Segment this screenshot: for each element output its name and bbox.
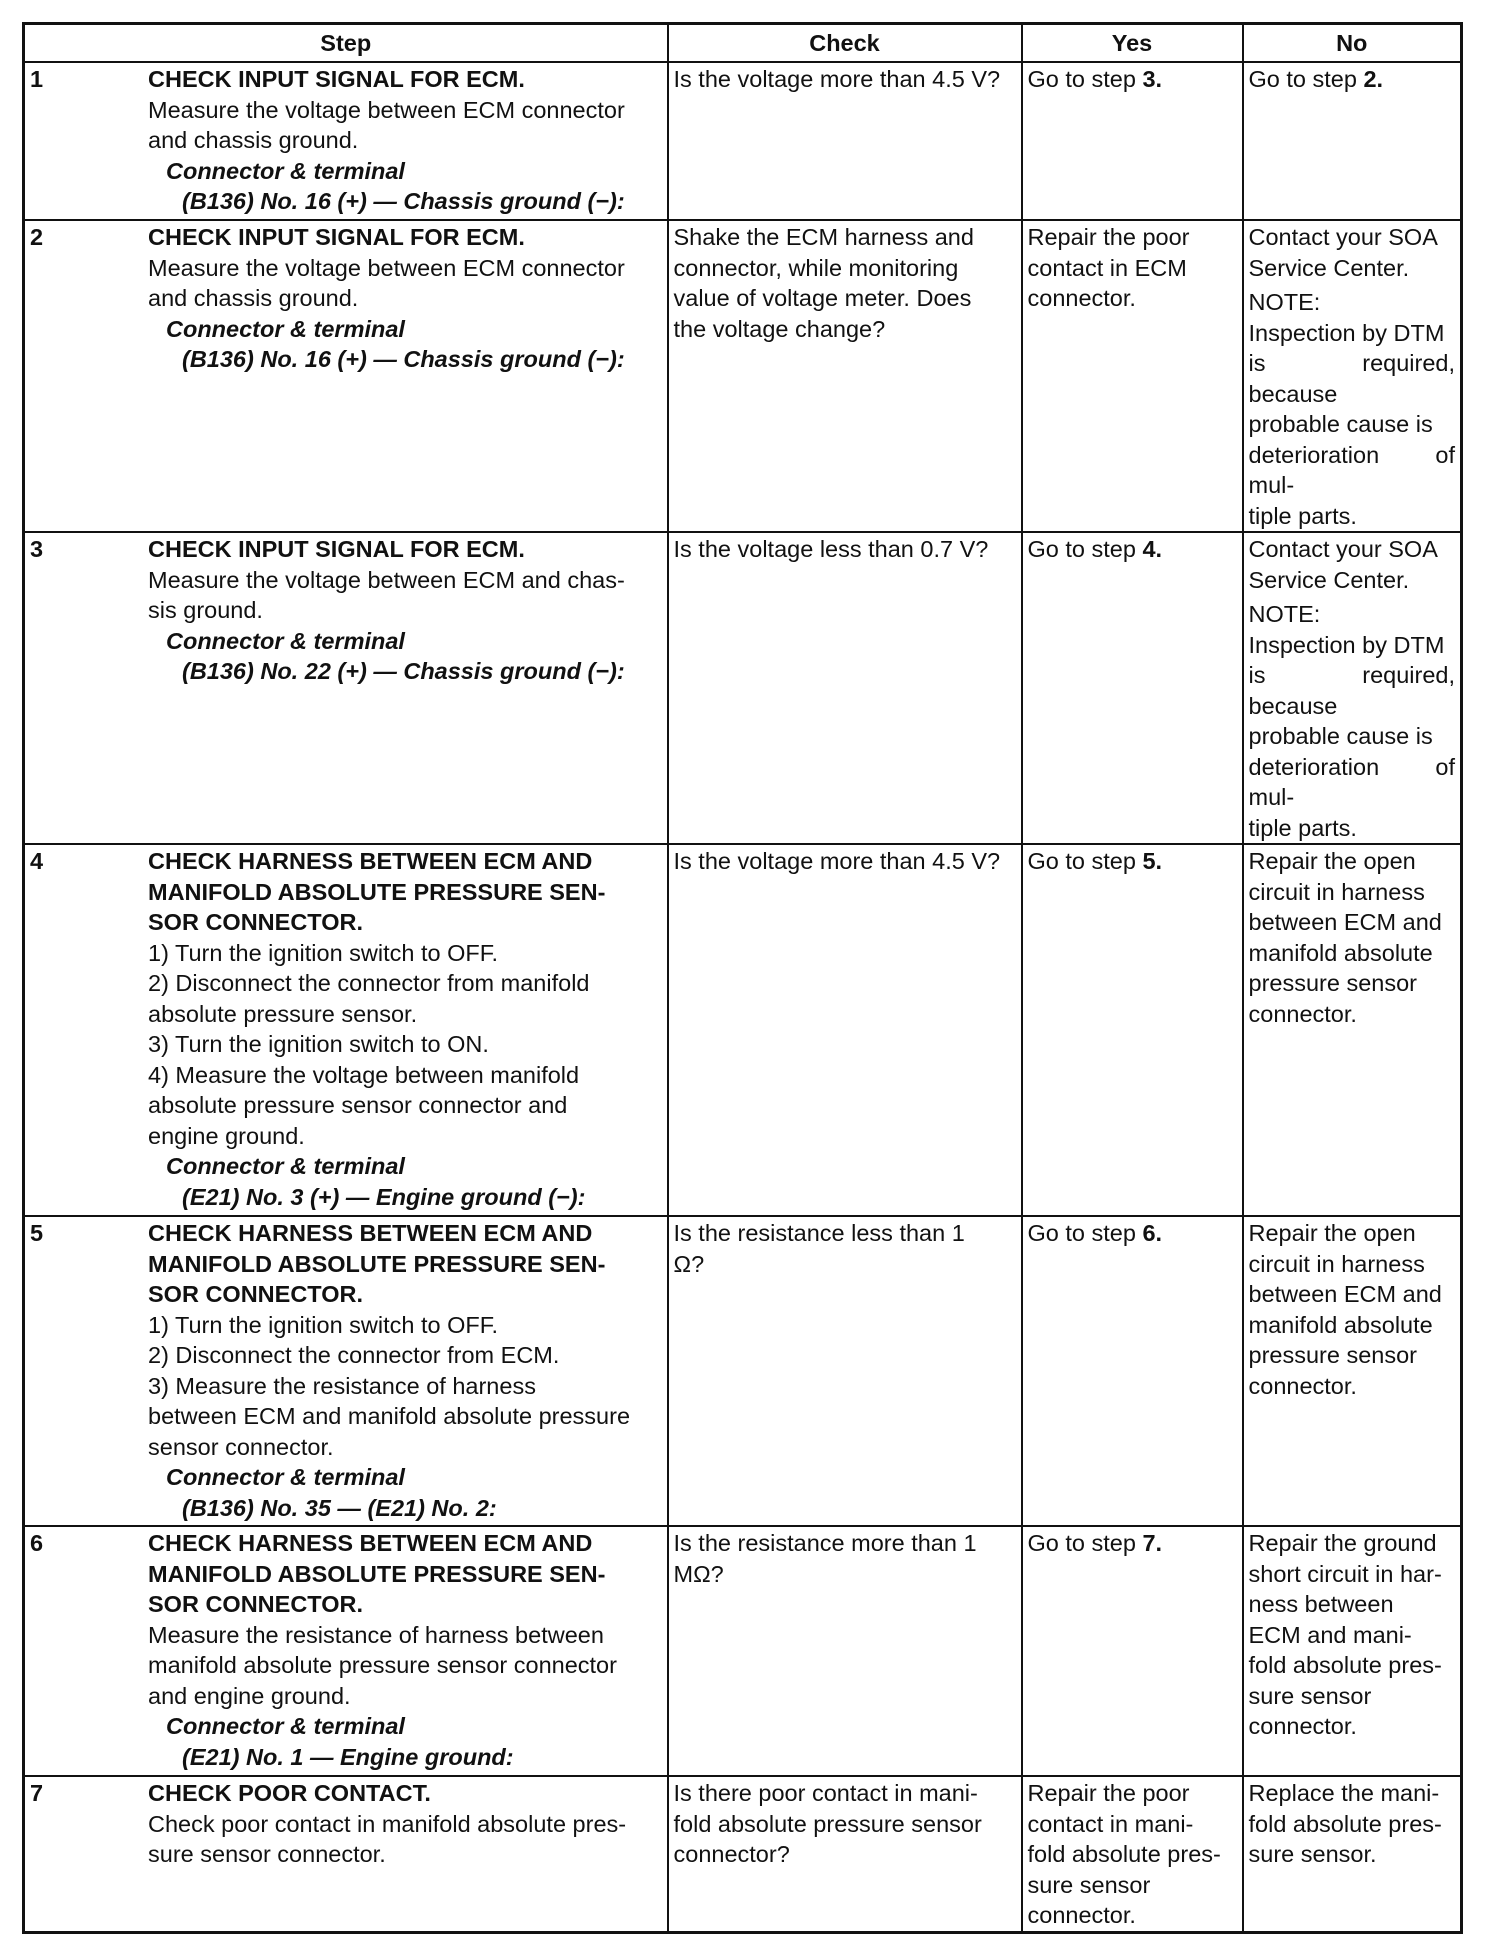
step-text: Measure the resistance of harness between	[148, 1621, 604, 1648]
step-number: 7	[30, 1780, 44, 1806]
check-text: Is the resistance more than 1	[673, 1530, 977, 1556]
note-text: tiple parts.	[1248, 814, 1357, 841]
step-title: MANIFOLD ABSOLUTE PRESSURE SEN-	[148, 1560, 606, 1587]
yes-text: contact in ECM	[1027, 254, 1187, 281]
note-label: NOTE:	[1248, 601, 1321, 627]
terminal-spec: (B136) No. 16 (+) — Chassis ground (−):	[182, 188, 625, 214]
no-text: Contact your SOA	[1248, 536, 1438, 562]
header-check: Check	[668, 24, 1022, 63]
step-title: MANIFOLD ABSOLUTE PRESSURE SEN-	[148, 1250, 606, 1277]
yes-step-number: 7.	[1142, 1530, 1163, 1556]
step-text: engine ground.	[148, 1122, 305, 1149]
connector-label: Connector & terminal	[166, 1464, 405, 1490]
step-title: SOR CONNECTOR.	[148, 909, 363, 935]
no-text: fold absolute pres-	[1248, 1652, 1442, 1678]
diagnostic-table-container	[22, 22, 1460, 1928]
check-cell	[668, 220, 1022, 532]
note-label: NOTE:	[1248, 289, 1321, 315]
header-row	[24, 24, 1462, 63]
yes-cell	[1022, 220, 1243, 532]
check-text: Is the voltage more than 4.5 V?	[673, 66, 1001, 92]
no-text: between ECM and	[1248, 909, 1442, 935]
step-title: CHECK HARNESS BETWEEN ECM AND	[148, 1530, 593, 1556]
step-number: 4	[30, 848, 44, 874]
check-cell	[668, 62, 1022, 220]
step-title: CHECK INPUT SIGNAL FOR ECM.	[148, 224, 525, 250]
step-text: and chassis ground.	[148, 285, 359, 311]
note-text: deterioration of mul-	[1248, 441, 1455, 498]
step-number: 1	[30, 66, 44, 92]
connector-label: Connector & terminal	[166, 315, 405, 342]
no-step-number: 2.	[1363, 66, 1384, 92]
no-text: Repair the open	[1248, 1220, 1416, 1246]
step-text: 1) Turn the ignition switch to OFF.	[148, 1311, 499, 1338]
note-text: Inspection by DTM	[1248, 631, 1445, 658]
step-text: 1) Turn the ignition switch to OFF.	[148, 939, 499, 966]
no-cell	[1243, 220, 1462, 532]
check-text: the voltage change?	[673, 315, 886, 342]
check-text: value of voltage meter. Does	[673, 285, 972, 311]
step-text: sure sensor connector.	[148, 1841, 386, 1867]
step-text: Measure the voltage between ECM connector	[148, 254, 625, 281]
step-text: Measure the voltage between ECM and chas-	[148, 566, 625, 593]
check-text: Ω?	[673, 1250, 705, 1277]
table-row	[24, 1776, 1462, 1932]
check-text: connector?	[673, 1841, 790, 1867]
step-text: absolute pressure sensor connector and	[148, 1092, 568, 1118]
no-text: short circuit in har-	[1248, 1560, 1442, 1587]
table-row	[24, 1526, 1462, 1776]
yes-cell	[1022, 1526, 1243, 1776]
yes-text: Go to step	[1027, 1530, 1143, 1556]
no-text: Service Center.	[1248, 566, 1410, 593]
check-cell	[668, 1216, 1022, 1526]
yes-text: Go to step	[1027, 848, 1143, 874]
check-text: Is the resistance less than 1	[673, 1220, 965, 1246]
step-cell	[24, 220, 668, 532]
terminal-spec: (E21) No. 3 (+) — Engine ground (−):	[182, 1183, 586, 1210]
yes-step-number: 3.	[1142, 66, 1163, 92]
yes-step-number: 6.	[1142, 1220, 1163, 1246]
note-text: probable cause is	[1248, 723, 1433, 749]
yes-text: contact in mani-	[1027, 1810, 1194, 1837]
no-text: Replace the mani-	[1248, 1780, 1440, 1806]
no-text: pressure sensor	[1248, 1342, 1417, 1368]
connector-label: Connector & terminal	[166, 157, 405, 184]
no-text: Service Center.	[1248, 254, 1410, 281]
yes-text: connector.	[1027, 285, 1136, 311]
header-no: No	[1243, 24, 1462, 63]
yes-text: Go to step	[1027, 536, 1143, 562]
yes-text: connector.	[1027, 1902, 1136, 1928]
no-text: connector.	[1248, 1713, 1357, 1739]
step-text: sis ground.	[148, 597, 263, 623]
check-text: Is the voltage more than 4.5 V?	[673, 848, 1001, 874]
no-cell	[1243, 1216, 1462, 1526]
no-text: between ECM and	[1248, 1281, 1442, 1307]
step-cell	[24, 62, 668, 220]
yes-text: fold absolute pres-	[1027, 1841, 1221, 1867]
no-text: circuit in harness	[1248, 1250, 1425, 1277]
no-text: ECM and mani-	[1248, 1621, 1412, 1648]
no-cell	[1243, 1526, 1462, 1776]
step-text: 3) Measure the resistance of harness	[148, 1372, 536, 1399]
step-title: CHECK POOR CONTACT.	[148, 1780, 431, 1806]
yes-text: Go to step	[1027, 1220, 1143, 1246]
step-title: CHECK INPUT SIGNAL FOR ECM.	[148, 536, 525, 562]
connector-label: Connector & terminal	[166, 1713, 405, 1739]
note-text: tiple parts.	[1248, 502, 1357, 529]
check-text: Shake the ECM harness and	[673, 224, 974, 250]
step-text: and chassis ground.	[148, 127, 359, 153]
check-cell	[668, 1526, 1022, 1776]
no-text: pressure sensor	[1248, 970, 1417, 996]
table-row	[24, 532, 1462, 844]
note-text: Inspection by DTM	[1248, 319, 1445, 346]
yes-cell	[1022, 844, 1243, 1216]
terminal-spec: (B136) No. 22 (+) — Chassis ground (−):	[182, 658, 625, 684]
step-text: 2) Disconnect the connector from manifold	[148, 970, 590, 996]
step-text: and engine ground.	[148, 1682, 351, 1709]
diagnostic-table	[22, 22, 1463, 1934]
yes-cell	[1022, 62, 1243, 220]
terminal-spec: (B136) No. 35 — (E21) No. 2:	[182, 1494, 497, 1521]
no-cell	[1243, 1776, 1462, 1932]
step-cell	[24, 1216, 668, 1526]
step-number: 6	[30, 1530, 44, 1556]
step-title: SOR CONNECTOR.	[148, 1281, 363, 1307]
step-number: 3	[30, 536, 44, 562]
check-cell	[668, 532, 1022, 844]
no-cell	[1243, 532, 1462, 844]
header-step: Step	[24, 24, 668, 63]
step-text: manifold absolute pressure sensor connector	[148, 1652, 617, 1678]
step-cell	[24, 844, 668, 1216]
step-text: 3) Turn the ignition switch to ON.	[148, 1031, 489, 1057]
step-text: Measure the voltage between ECM connector	[148, 96, 625, 123]
yes-cell	[1022, 1216, 1243, 1526]
terminal-spec: (E21) No. 1 — Engine ground:	[182, 1743, 514, 1770]
note-text: is required, because	[1248, 662, 1455, 719]
step-text: 2) Disconnect the connector from ECM.	[148, 1342, 560, 1368]
no-text: manifold absolute	[1248, 1311, 1433, 1338]
step-title: MANIFOLD ABSOLUTE PRESSURE SEN-	[148, 878, 606, 905]
yes-text: sure sensor	[1027, 1871, 1151, 1898]
no-text: sure sensor	[1248, 1682, 1372, 1709]
table-row	[24, 1216, 1462, 1526]
yes-text: Repair the poor	[1027, 224, 1190, 250]
yes-step-number: 5.	[1142, 848, 1163, 874]
no-text: manifold absolute	[1248, 939, 1433, 966]
header-yes: Yes	[1022, 24, 1243, 63]
no-cell	[1243, 62, 1462, 220]
step-cell	[24, 1776, 668, 1932]
no-cell	[1243, 844, 1462, 1216]
step-text: Check poor contact in manifold absolute pres-	[148, 1810, 627, 1837]
check-text: Is the voltage less than 0.7 V?	[673, 536, 989, 562]
yes-cell	[1022, 532, 1243, 844]
yes-text: Repair the poor	[1027, 1780, 1190, 1806]
note-text: probable cause is	[1248, 411, 1433, 437]
step-title: SOR CONNECTOR.	[148, 1591, 363, 1617]
connector-label: Connector & terminal	[166, 627, 405, 654]
check-text: fold absolute pressure sensor	[673, 1810, 982, 1837]
table-row	[24, 844, 1462, 1216]
no-text: Go to step	[1248, 66, 1364, 92]
table-row	[24, 220, 1462, 532]
check-text: MΩ?	[673, 1560, 724, 1587]
no-text: connector.	[1248, 1372, 1357, 1399]
step-title: CHECK INPUT SIGNAL FOR ECM.	[148, 66, 525, 92]
step-text: between ECM and manifold absolute pressure	[148, 1403, 631, 1429]
no-text: Contact your SOA	[1248, 224, 1438, 250]
no-text: ness between	[1248, 1591, 1394, 1617]
step-title: CHECK HARNESS BETWEEN ECM AND	[148, 848, 593, 874]
step-text: sensor connector.	[148, 1433, 334, 1460]
yes-text: Go to step	[1027, 66, 1143, 92]
check-text: Is there poor contact in mani-	[673, 1780, 978, 1806]
check-text: connector, while monitoring	[673, 254, 959, 281]
step-number: 2	[30, 224, 44, 250]
no-text: sure sensor.	[1248, 1841, 1377, 1867]
note-text: deterioration of mul-	[1248, 753, 1455, 810]
yes-cell	[1022, 1776, 1243, 1932]
step-title: CHECK HARNESS BETWEEN ECM AND	[148, 1220, 593, 1246]
step-number: 5	[30, 1220, 44, 1246]
no-text: Repair the open	[1248, 848, 1416, 874]
check-cell	[668, 1776, 1022, 1932]
no-text: fold absolute pres-	[1248, 1810, 1442, 1837]
step-text: 4) Measure the voltage between manifold	[148, 1061, 580, 1088]
note-text: is required, because	[1248, 350, 1455, 407]
no-text: Repair the ground	[1248, 1530, 1437, 1556]
yes-step-number: 4.	[1142, 536, 1163, 562]
step-text: absolute pressure sensor.	[148, 1000, 418, 1027]
step-cell	[24, 532, 668, 844]
table-row	[24, 62, 1462, 220]
no-text: connector.	[1248, 1000, 1357, 1027]
terminal-spec: (B136) No. 16 (+) — Chassis ground (−):	[182, 346, 625, 372]
no-text: circuit in harness	[1248, 878, 1425, 905]
check-cell	[668, 844, 1022, 1216]
step-cell	[24, 1526, 668, 1776]
connector-label: Connector & terminal	[166, 1153, 405, 1179]
